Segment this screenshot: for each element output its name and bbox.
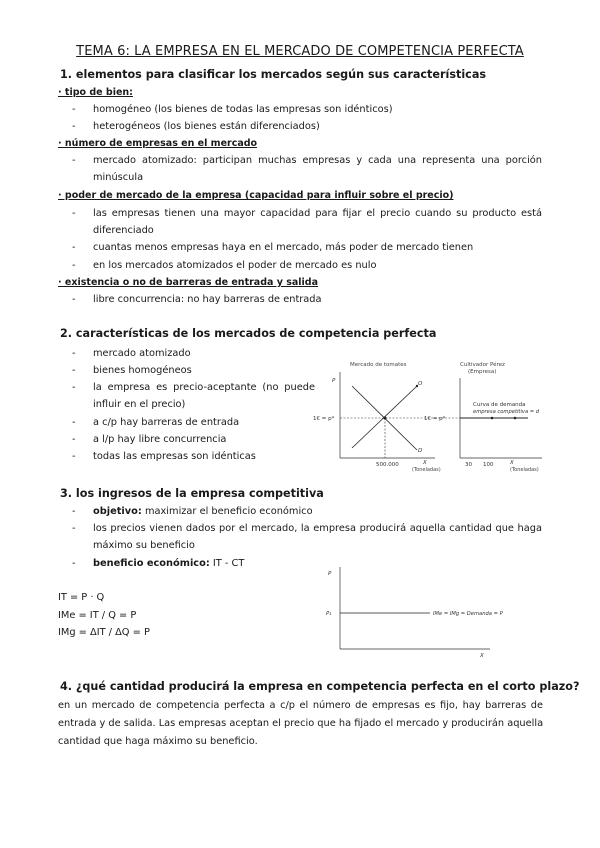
left-units-label: (Toneladas) [412, 467, 441, 473]
tipo-bien-label: · tipo de bien: [58, 87, 133, 98]
firm-revenue-diagram [320, 563, 530, 663]
market-firm-diagram [310, 358, 550, 473]
barreras-label: · existencia o no de barreras de entrada y salida [58, 277, 319, 288]
q30-label: 30 [465, 462, 472, 468]
demand-curve-sublabel: empresa competitiva = d [473, 409, 540, 415]
equilibrium-point [384, 417, 387, 420]
market-quantity-label: 500.000 [376, 462, 399, 468]
market-graph-title: Mercado de tomates [350, 362, 407, 368]
poder-mercado-label: · poder de mercado de la empresa (capacidad para influir sobre el precio) [58, 190, 454, 201]
demand-curve-label: Curva de demanda [473, 402, 526, 408]
revenue-line-label: IMe = IMg = Demanda = P [433, 611, 503, 617]
x-axis-label: X [480, 653, 484, 659]
firm-graph-subtitle: (Empresa) [468, 369, 497, 375]
formula-img: IMg = ΔIT / ΔQ = P [58, 627, 150, 638]
firm-point-b [514, 417, 517, 420]
firm-graph-title: Cultivador Pérez [460, 362, 505, 368]
section-3-heading: 3. los ingresos de la empresa competitiva [60, 487, 324, 500]
page-title: TEMA 6: LA EMPRESA EN EL MERCADO DE COMPETENCIA PERFECTA [76, 44, 524, 59]
list-item: - mercado atomizado: participan muchas empresas y cada una representa una porción minúscula [72, 155, 542, 183]
list-item: - la empresa es precio-aceptante (no puede influir en el precio) [72, 382, 315, 410]
section-4-heading: 4. ¿qué cantidad producirá la empresa en competencia perfecta en el corto plazo? [60, 680, 580, 693]
document-page: TEMA 6: LA EMPRESA EN EL MERCADO DE COMPETENCIA PERFECTA 1. elementos para clasificar los mercados según sus características · tipo de bien: - homogéneo (los bienes de todas las empresas son idénticos) - heterogéneos (los bienes están diferenciados) · número de empresas en el mercado - mercado atomizado: participan muchas empresas y cada una representa una porción minúscula · poder de mercado de la empresa (capacidad para influir sobre el precio) - las empresas tienen una mayor capacidad para fijar el precio cuando su producto está diferenciado - cuantas menos empresas haya en el mercado, más poder de mercado tienen - en los mercados atomizados el poder de mercado es nulo · existencia o no de barreras de entrada y salida - libre concurrencia: no hay barreras de entrada 2. características de los mercados de competencia perfecta - mercado atomizado - bienes homogéneos - la empresa es precio-aceptante (no puede influir en el precio) - a c/p hay barreras de entrada - a l/p hay libre concurrencia - todas las empresas son idénticas Mercado de tomates Cultivador Pérez (Empresa) P O D 1€ = p* 500.000 X (Toneladas) 1€ = p* Curva de demanda empresa competitiva = d 30 100 X (Toneladas) 3. los ingresos de la empresa competitiva - objetivo: maximizar el beneficio económico - los precios vienen dados por el mercado, la empresa producirá aquella cantidad que haga máximo su beneficio - beneficio económico: IT - CT IT = P · Q IMe = IT / Q = P IMg = ΔIT / ΔQ = P P P₁ IMe = IMg = Demanda = P X 4. ¿qué cantidad producirá la empresa en competencia perfecta en el corto plazo? en un mercado de competencia perfecta a c/p el número de empresas es fijo, hay barreras de entrada y de salida. Las empresas aceptan el precio que ha fijado el mercado y producirán aquella cantidad que haga máximo su beneficio. [0, 0, 600, 848]
list-item: - las empresas tienen una mayor capacidad para fijar el precio cuando su producto está diferenciado [72, 208, 542, 236]
list-item: - los precios vienen dados por el mercado, la empresa producirá aquella cantidad que haga máximo su beneficio [72, 523, 542, 551]
formula-ime: IMe = IT / Q = P [58, 610, 137, 621]
left-p-label: P [332, 378, 336, 384]
right-units-label: (Toneladas) [510, 467, 539, 473]
p1-label: P₁ [326, 611, 332, 617]
numero-empresas-label: · número de empresas en el mercado [58, 138, 258, 149]
left-x-label: X [423, 460, 427, 466]
p-axis-label: P [328, 571, 332, 577]
supply-label: O [418, 381, 423, 387]
demand-label: D [418, 448, 423, 454]
supply-end-point [416, 385, 418, 387]
section-4-paragraph: en un mercado de competencia perfecta a c/p el número de empresas es fijo, hay barreras de entrada y de salida. Las empresas aceptan el precio que ha fijado el mercado y producirán aquella cantidad que haga máximo su beneficio. [58, 700, 544, 747]
section-2-heading: 2. características de los mercados de competencia perfecta [60, 327, 437, 340]
right-price-label: 1€ = p* [424, 416, 446, 422]
formula-it: IT = P · Q [58, 592, 105, 603]
q100-label: 100 [483, 462, 494, 468]
right-x-label: X [510, 460, 514, 466]
section-1-heading: 1. elementos para clasificar los mercados según sus características [60, 68, 487, 81]
firm-point-a [491, 417, 494, 420]
left-price-label: 1€ = p* [313, 416, 335, 422]
